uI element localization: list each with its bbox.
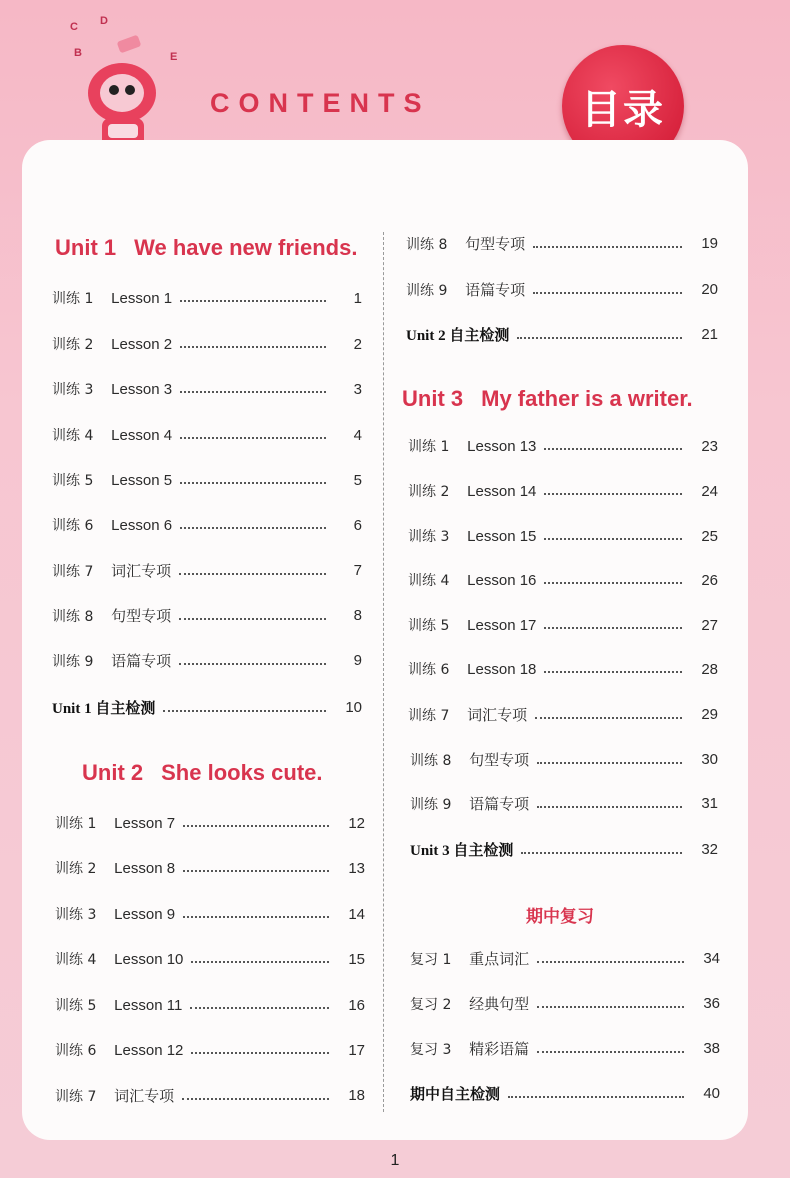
entry-page: 3 bbox=[353, 380, 362, 398]
entry-page: 36 bbox=[703, 995, 720, 1012]
entry-label: Unit 2 自主检测 bbox=[406, 328, 510, 344]
entry-page: 25 bbox=[701, 527, 718, 545]
leader-dots bbox=[179, 573, 326, 575]
toc-entry[interactable] bbox=[408, 481, 718, 501]
leader-dots bbox=[179, 663, 326, 665]
leader-dots bbox=[533, 246, 682, 248]
svg-text:E: E bbox=[170, 51, 178, 63]
entry-page: 18 bbox=[348, 1087, 365, 1104]
entry-page: 26 bbox=[701, 571, 718, 589]
leader-dots bbox=[180, 300, 326, 302]
entry-label: 句型专项 bbox=[465, 236, 526, 253]
entry-code: 复习 1 bbox=[410, 951, 452, 968]
svg-text:B: B bbox=[74, 47, 82, 59]
entry-code: 训练 8 bbox=[406, 236, 448, 253]
entry-label: Unit 3 自主检测 bbox=[410, 843, 514, 859]
leader-dots bbox=[180, 391, 326, 393]
entry-label: Lesson 9 bbox=[114, 905, 176, 923]
entry-code: 训练 8 bbox=[52, 608, 94, 625]
entry-code: 训练 2 bbox=[52, 337, 94, 353]
toc-entry[interactable] bbox=[55, 813, 365, 833]
toc-entry[interactable] bbox=[408, 570, 718, 590]
toc-entry[interactable] bbox=[55, 1085, 365, 1106]
unit3-title: My father is a writer. bbox=[481, 386, 693, 411]
leader-dots bbox=[182, 1098, 329, 1100]
entry-code: 训练 5 bbox=[55, 998, 97, 1014]
leader-dots bbox=[183, 825, 329, 827]
entry-label: 词汇专项 bbox=[467, 707, 528, 724]
toc-entry[interactable] bbox=[410, 749, 718, 770]
contents-title: CONTENTS bbox=[210, 88, 431, 118]
entry-code: 训练 9 bbox=[410, 796, 452, 813]
entry-code: 训练 1 bbox=[408, 439, 450, 455]
entry-code: 训练 7 bbox=[52, 563, 94, 580]
svg-text:C: C bbox=[70, 21, 78, 33]
entry-label: 语篇专项 bbox=[111, 653, 172, 670]
leader-dots bbox=[537, 806, 682, 808]
entry-label: Lesson 8 bbox=[114, 859, 176, 877]
entry-code: 复习 2 bbox=[410, 996, 452, 1013]
leader-dots bbox=[537, 961, 684, 963]
entry-page: 12 bbox=[348, 814, 365, 832]
entry-page: 40 bbox=[703, 1085, 720, 1102]
toc-entry[interactable] bbox=[55, 1040, 365, 1060]
leader-dots bbox=[544, 582, 682, 584]
leader-dots bbox=[508, 1096, 684, 1098]
entry-page: 30 bbox=[701, 751, 718, 768]
entry-code: 训练 4 bbox=[55, 952, 97, 968]
entry-code: 训练 8 bbox=[410, 752, 452, 769]
toc-entry[interactable] bbox=[52, 425, 362, 445]
entry-code: 训练 5 bbox=[52, 473, 94, 489]
toc-badge-label: 目录 bbox=[581, 86, 665, 133]
entry-page: 20 bbox=[701, 281, 718, 298]
entry-page: 29 bbox=[701, 706, 718, 723]
entry-page: 21 bbox=[701, 326, 718, 343]
entry-page: 6 bbox=[353, 516, 362, 534]
entry-label: 精彩语篇 bbox=[469, 1041, 530, 1058]
toc-entry[interactable] bbox=[52, 515, 362, 535]
entry-label: 重点词汇 bbox=[469, 951, 530, 968]
entry-label: 语篇专项 bbox=[469, 796, 530, 813]
entry-page: 13 bbox=[348, 859, 365, 877]
entry-page: 28 bbox=[701, 660, 718, 678]
entry-code: 训练 2 bbox=[55, 861, 97, 877]
toc-entry[interactable] bbox=[410, 1038, 720, 1059]
entry-label: Lesson 15 bbox=[467, 527, 537, 545]
entry-label: Lesson 1 bbox=[111, 289, 173, 307]
entry-code: 训练 6 bbox=[52, 518, 94, 534]
entry-code: 训练 1 bbox=[52, 291, 94, 307]
toc-entry[interactable] bbox=[408, 659, 718, 679]
midterm-test-entry[interactable] bbox=[410, 1083, 720, 1104]
leader-dots bbox=[190, 1007, 329, 1009]
entry-page: 17 bbox=[348, 1041, 365, 1059]
leader-dots bbox=[191, 961, 329, 963]
entry-page: 14 bbox=[348, 905, 365, 923]
leader-dots bbox=[521, 852, 682, 854]
entry-label: 期中自主检测 bbox=[410, 1087, 501, 1103]
entry-page: 9 bbox=[353, 652, 362, 669]
toc-entry[interactable] bbox=[55, 995, 365, 1015]
entry-page: 2 bbox=[353, 335, 362, 353]
unit1-number: Unit 1 bbox=[55, 235, 117, 260]
entry-label: 词汇专项 bbox=[111, 563, 172, 580]
unit2-heading bbox=[82, 760, 323, 786]
entry-page: 16 bbox=[348, 996, 365, 1014]
svg-text:D: D bbox=[100, 15, 108, 27]
entry-page: 31 bbox=[701, 795, 718, 812]
entry-label: Lesson 13 bbox=[467, 437, 537, 455]
toc-entry[interactable] bbox=[52, 560, 362, 581]
toc-entry[interactable] bbox=[406, 233, 718, 254]
leader-dots bbox=[180, 527, 326, 529]
entry-page: 23 bbox=[701, 437, 718, 455]
leader-dots bbox=[183, 870, 329, 872]
entry-label: Lesson 11 bbox=[114, 996, 183, 1014]
entry-code: 训练 4 bbox=[52, 428, 94, 444]
entry-page: 8 bbox=[353, 607, 362, 624]
entry-label: 词汇专项 bbox=[114, 1088, 175, 1105]
entry-label: Lesson 2 bbox=[111, 335, 173, 353]
entry-code: 训练 7 bbox=[55, 1088, 97, 1105]
entry-code: 训练 9 bbox=[406, 282, 448, 299]
leader-dots bbox=[179, 618, 326, 620]
unit2-number: Unit 2 bbox=[82, 760, 144, 785]
entry-code: 训练 5 bbox=[408, 618, 450, 634]
entry-code: 训练 6 bbox=[55, 1043, 97, 1059]
leader-dots bbox=[183, 916, 329, 918]
leader-dots bbox=[544, 538, 682, 540]
leader-dots bbox=[544, 448, 682, 450]
entry-page: 15 bbox=[348, 950, 365, 968]
toc-entry[interactable] bbox=[410, 993, 720, 1014]
leader-dots bbox=[180, 482, 326, 484]
toc-entry[interactable] bbox=[52, 288, 362, 308]
entry-code: 训练 3 bbox=[52, 382, 94, 398]
entry-code: 训练 3 bbox=[55, 907, 97, 923]
entry-code: 复习 3 bbox=[410, 1041, 452, 1058]
entry-page: 1 bbox=[353, 289, 362, 307]
entry-code: 训练 4 bbox=[408, 573, 450, 589]
toc-entry[interactable] bbox=[408, 436, 718, 456]
unit3-number: Unit 3 bbox=[402, 386, 464, 411]
toc-entry[interactable] bbox=[52, 379, 362, 399]
leader-dots bbox=[544, 627, 682, 629]
entry-page: 5 bbox=[353, 471, 362, 489]
toc-entry[interactable] bbox=[406, 279, 718, 300]
toc-entry[interactable] bbox=[410, 793, 718, 814]
leader-dots bbox=[180, 437, 326, 439]
leader-dots bbox=[544, 493, 682, 495]
entry-code: 训练 2 bbox=[408, 484, 450, 500]
unit3-test-entry[interactable] bbox=[410, 839, 718, 860]
entry-code: 训练 3 bbox=[408, 529, 450, 545]
entry-page: 38 bbox=[703, 1040, 720, 1057]
entry-label: Lesson 18 bbox=[467, 660, 537, 678]
toc-entry[interactable] bbox=[408, 704, 718, 725]
toc-entry[interactable] bbox=[52, 605, 362, 626]
toc-entry[interactable] bbox=[55, 949, 365, 969]
leader-dots bbox=[533, 292, 682, 294]
entry-page: 19 bbox=[701, 235, 718, 252]
toc-entry[interactable] bbox=[55, 904, 365, 924]
entry-label: Lesson 5 bbox=[111, 471, 173, 489]
column-divider bbox=[383, 232, 384, 1112]
leader-dots bbox=[163, 710, 326, 712]
leader-dots bbox=[535, 717, 682, 719]
entry-label: Lesson 3 bbox=[111, 380, 173, 398]
entry-label: Lesson 7 bbox=[114, 814, 176, 832]
entry-page: 24 bbox=[701, 482, 718, 500]
entry-code: 训练 7 bbox=[408, 707, 450, 724]
entry-label: Lesson 10 bbox=[114, 950, 184, 968]
entry-label: 句型专项 bbox=[469, 752, 530, 769]
toc-entry[interactable] bbox=[52, 334, 362, 354]
leader-dots bbox=[544, 671, 682, 673]
page-number: 1 bbox=[390, 1152, 400, 1169]
leader-dots bbox=[537, 1051, 684, 1053]
toc-entry[interactable] bbox=[52, 650, 362, 671]
entry-label: Lesson 4 bbox=[111, 426, 173, 444]
unit2-test-entry[interactable] bbox=[406, 324, 718, 345]
midterm-heading: 期中复习 bbox=[526, 907, 594, 927]
entry-page: 34 bbox=[703, 950, 720, 967]
leader-dots bbox=[537, 1006, 684, 1008]
toc-entry[interactable] bbox=[408, 615, 718, 635]
entry-page: 4 bbox=[353, 426, 362, 444]
entry-page: 7 bbox=[353, 562, 362, 579]
entry-page: 10 bbox=[345, 699, 362, 716]
entry-page: 27 bbox=[701, 616, 718, 634]
entry-label: Lesson 16 bbox=[467, 571, 537, 589]
entry-code: 训练 9 bbox=[52, 653, 94, 670]
toc-entry[interactable] bbox=[52, 470, 362, 490]
entry-code: 训练 6 bbox=[408, 662, 450, 678]
leader-dots bbox=[180, 346, 326, 348]
unit1-heading bbox=[55, 235, 357, 261]
unit3-heading bbox=[402, 386, 693, 412]
entry-label: Lesson 17 bbox=[467, 616, 537, 634]
entry-label: 句型专项 bbox=[111, 608, 172, 625]
entry-label: Lesson 12 bbox=[114, 1041, 184, 1059]
entry-label: Lesson 6 bbox=[111, 516, 173, 534]
entry-label: Unit 1 自主检测 bbox=[52, 701, 156, 717]
entry-page: 32 bbox=[701, 841, 718, 858]
entry-code: 训练 1 bbox=[55, 816, 97, 832]
leader-dots bbox=[537, 762, 682, 764]
toc-entry[interactable] bbox=[410, 948, 720, 969]
unit1-test-entry[interactable] bbox=[52, 697, 362, 718]
entry-label: 经典句型 bbox=[469, 996, 530, 1013]
toc-entry[interactable] bbox=[408, 526, 718, 546]
unit2-title: She looks cute. bbox=[161, 760, 323, 785]
entry-label: 语篇专项 bbox=[465, 282, 526, 299]
leader-dots bbox=[517, 337, 682, 339]
entry-label: Lesson 14 bbox=[467, 482, 537, 500]
leader-dots bbox=[191, 1052, 329, 1054]
unit1-title: We have new friends. bbox=[134, 235, 358, 260]
toc-entry[interactable] bbox=[55, 858, 365, 878]
